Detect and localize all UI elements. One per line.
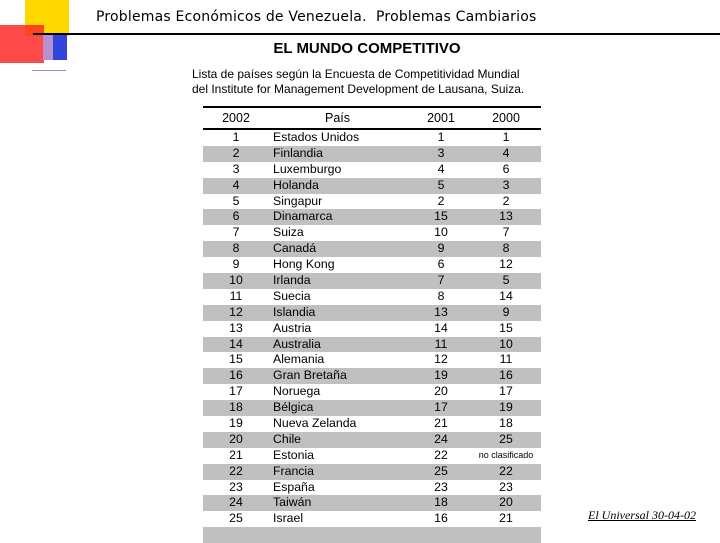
cell-2000: 16 — [499, 368, 513, 383]
table-row — [203, 432, 541, 448]
cell-country: Israel — [273, 511, 304, 526]
cell-2001: 25 — [434, 463, 448, 478]
cell-rank: 17 — [229, 384, 243, 399]
cell-2000: 19 — [499, 400, 513, 415]
decor-line — [32, 70, 66, 71]
cell-rank: 7 — [232, 225, 240, 240]
cell-2001: 10 — [434, 225, 448, 240]
cell-2000: 8 — [502, 241, 510, 256]
cell-2001: 4 — [437, 161, 445, 176]
cell-rank: 23 — [229, 479, 243, 494]
cell-country: Canadá — [273, 241, 317, 256]
source-citation: El Universal 30-04-02 — [588, 508, 696, 522]
cell-2001: 8 — [437, 288, 445, 303]
table-header — [203, 108, 541, 128]
cell-2000: 22 — [499, 463, 513, 478]
cell-country: Luxemburgo — [273, 161, 342, 176]
table-row — [203, 146, 541, 162]
table-row — [203, 321, 541, 337]
cell-2000: 11 — [499, 352, 513, 367]
cell-country: Nueva Zelanda — [273, 416, 357, 431]
cell-rank: 8 — [232, 241, 240, 256]
cell-country: Noruega — [273, 384, 321, 399]
cell-2001: 19 — [434, 368, 448, 383]
cell-rank: 10 — [229, 273, 243, 288]
table-row — [203, 225, 541, 241]
table-row — [203, 384, 541, 400]
cell-country: Singapur — [273, 193, 323, 208]
cell-2000: 25 — [499, 431, 513, 446]
cell-country: Chile — [273, 431, 302, 446]
cell-country: Australia — [273, 336, 321, 351]
cell-rank: 11 — [229, 288, 243, 303]
cell-rank: 1 — [232, 130, 240, 144]
header-2000: 2000 — [492, 111, 520, 125]
cell-2000: 12 — [499, 257, 513, 272]
cell-2001: 7 — [437, 273, 445, 288]
cell-2001: 11 — [434, 336, 448, 351]
table-row — [203, 289, 541, 305]
cell-2001: 9 — [437, 241, 445, 256]
cell-2001: 2 — [437, 193, 445, 208]
table-row — [203, 257, 541, 273]
cell-country: Estonia — [273, 447, 315, 462]
cell-rank: 6 — [232, 209, 240, 224]
cell-2001: 3 — [437, 145, 445, 160]
cell-2001: 14 — [434, 320, 448, 335]
cell-2001: 17 — [434, 400, 448, 415]
cell-2000: 20 — [499, 495, 513, 510]
cell-2000: no clasificado — [478, 449, 534, 460]
cell-2000: 7 — [502, 225, 510, 240]
table-row — [203, 273, 541, 289]
ranking-table — [203, 106, 541, 543]
cell-rank: 9 — [232, 257, 240, 272]
cell-2000: 14 — [499, 288, 513, 303]
cell-2000: 9 — [502, 304, 510, 319]
slide-header-title: Problemas Económicos de Venezuela. Problemas Cambiarios — [96, 9, 537, 25]
cell-rank: 3 — [232, 161, 240, 176]
cell-2000: 21 — [499, 511, 513, 526]
cell-rank: 4 — [232, 177, 240, 192]
header-2001: 2001 — [427, 111, 455, 125]
cell-2001: 20 — [434, 384, 448, 399]
cell-country: Bélgica — [273, 400, 314, 415]
cell-country: Dinamarca — [273, 209, 333, 224]
cell-2000: 23 — [499, 479, 513, 494]
cell-2000: 3 — [502, 177, 510, 192]
table-row — [203, 352, 541, 368]
cell-2000: 18 — [499, 416, 513, 431]
cell-country: Alemania — [273, 352, 325, 367]
table-row — [203, 416, 541, 432]
cell-2000: 17 — [499, 384, 513, 399]
cell-country: Suiza — [273, 225, 304, 240]
cell-country: Gran Bretaña — [273, 368, 347, 383]
cell-rank: 20 — [229, 431, 243, 446]
cell-rank: 21 — [229, 447, 243, 462]
cell-country: Holanda — [273, 177, 319, 192]
table-row — [203, 209, 541, 225]
table-row — [203, 495, 541, 511]
subtitle-line-2: del Institute for Management Development de Lausana, Suiza. — [192, 82, 525, 96]
cell-country: España — [273, 479, 315, 494]
cell-country: Finlandia — [273, 145, 323, 160]
cell-2000: 13 — [499, 209, 513, 224]
cell-2000: 6 — [502, 161, 510, 176]
cell-country: Hong Kong — [273, 257, 335, 272]
table-row — [203, 130, 541, 146]
cell-2001: 24 — [434, 431, 448, 446]
document-subtitle — [192, 67, 524, 97]
table-row — [203, 194, 541, 210]
cell-rank: 5 — [232, 193, 240, 208]
cell-rank: 15 — [229, 352, 243, 367]
header-rank: 2002 — [222, 111, 250, 125]
table-row — [203, 368, 541, 384]
cell-2001: 16 — [434, 511, 448, 526]
cell-rank: 12 — [229, 304, 243, 319]
cell-rank: 13 — [229, 320, 243, 335]
cell-2001: 23 — [434, 479, 448, 494]
cell-2000: 15 — [499, 320, 513, 335]
header-country: País — [325, 111, 351, 125]
document-title: EL MUNDO COMPETITIVO — [273, 40, 461, 57]
header-divider — [33, 33, 720, 35]
cell-rank: 24 — [229, 495, 243, 510]
cell-rank: 19 — [229, 416, 243, 431]
table-row — [203, 178, 541, 194]
subtitle-line-1: Lista de países según la Encuesta de Competitividad Mundial — [192, 67, 520, 81]
cell-rank: 16 — [229, 368, 243, 383]
cell-2000: 10 — [499, 336, 513, 351]
table-row — [203, 241, 541, 257]
cell-country: Francia — [273, 463, 315, 478]
cell-rank: 18 — [229, 400, 243, 415]
cell-country: Irlanda — [273, 273, 311, 288]
table-row — [203, 480, 541, 496]
cell-rank: 25 — [229, 511, 243, 526]
cell-2001: 13 — [434, 304, 448, 319]
table-row — [203, 305, 541, 321]
cell-2001: 22 — [434, 447, 448, 462]
cell-2001: 21 — [434, 416, 448, 431]
cell-country: Estados Unidos — [273, 130, 360, 144]
table-row — [203, 511, 541, 527]
table-row — [203, 400, 541, 416]
table-body — [203, 130, 541, 527]
cell-2001: 1 — [437, 130, 445, 144]
cell-2001: 12 — [434, 352, 448, 367]
cell-country: Taiwán — [273, 495, 312, 510]
cell-2000: 2 — [502, 193, 510, 208]
cell-rank: 2 — [232, 145, 240, 160]
table-row — [203, 162, 541, 178]
table-row — [203, 337, 541, 353]
table-tail — [203, 527, 541, 543]
cell-2001: 5 — [437, 177, 445, 192]
cell-rank: 22 — [229, 463, 243, 478]
cell-rank: 14 — [229, 336, 243, 351]
cell-2000: 4 — [502, 145, 510, 160]
cell-2001: 6 — [437, 257, 445, 272]
cell-country: Islandia — [273, 304, 316, 319]
cell-country: Suecia — [273, 288, 311, 303]
cell-2000: 5 — [502, 273, 510, 288]
cell-2000: 1 — [502, 130, 510, 144]
table-row — [203, 464, 541, 480]
cell-country: Austria — [273, 320, 312, 335]
table-row — [203, 448, 541, 464]
cell-2001: 18 — [434, 495, 448, 510]
cell-2001: 15 — [434, 209, 448, 224]
